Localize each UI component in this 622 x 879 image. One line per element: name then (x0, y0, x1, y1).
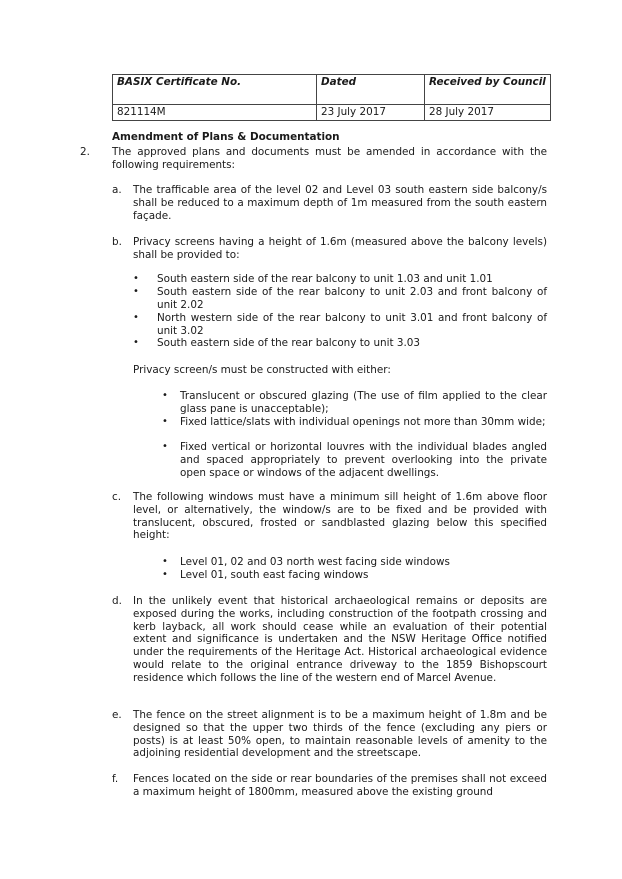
bullet-icon: • (162, 390, 168, 401)
section-heading: Amendment of Plans & Documentation (112, 131, 340, 143)
item-e-label: e. (112, 709, 122, 721)
table-cell: 28 July 2017 (425, 105, 551, 121)
table-cell: 821114M (113, 105, 317, 121)
item-e-text: The fence on the street alignment is to be a maximum height of 1.8m and be designed so that the upper two thirds of the fence (excluding any piers or posts) is at least 50% open, to maintain reasonable levels of amenity to the adjoining residential development and the streetscape. (133, 709, 547, 760)
item-d-label: d. (112, 595, 122, 607)
basix-certificate-table (112, 74, 551, 121)
table-header-cell: BASIX Certificate No. (113, 75, 317, 105)
bullet-icon: • (133, 273, 139, 284)
list-item: Translucent or obscured glazing (The use of film applied to the clear glass pane is unacceptable); (180, 390, 547, 415)
item-b-label: b. (112, 236, 122, 248)
item-a-text: The trafficable area of the level 02 and Level 03 south eastern side balcony/s shall be reduced to a maximum depth of 1m measured from the south eastern façade. (133, 184, 547, 222)
bullet-icon: • (162, 441, 168, 452)
bullet-icon: • (133, 312, 139, 323)
bullet-icon: • (162, 556, 168, 567)
list-item: Fixed vertical or horizontal louvres with the individual blades angled and spaced appropriately to prevent overlooking into the private open space or windows of the adjacent dwellings. (180, 441, 547, 479)
list-item: South eastern side of the rear balcony to unit 1.03 and unit 1.01 (157, 273, 493, 285)
condition-number: 2. (80, 146, 90, 158)
list-item: Level 01, 02 and 03 north west facing side windows (180, 556, 450, 568)
item-a-label: a. (112, 184, 122, 196)
table-header-cell: Dated (317, 75, 425, 105)
item-f-text: Fences located on the side or rear boundaries of the premises shall not exceed a maximum height of 1800mm, measured above the existing ground (133, 773, 547, 798)
item-f-label: f. (112, 773, 119, 785)
condition-intro: The approved plans and documents must be amended in accordance with the following requirements: (112, 146, 547, 171)
bullet-icon: • (162, 569, 168, 580)
item-c-text: The following windows must have a minimum sill height of 1.6m above floor level, or alternatively, the window/s are to be fixed and be provided with translucent, obscured, frosted or sandblasted glazing below this specified height: (133, 491, 547, 542)
list-item: Fixed lattice/slats with individual openings not more than 30mm wide; (180, 416, 546, 428)
item-c-label: c. (112, 491, 122, 503)
bullet-icon: • (133, 286, 139, 297)
table-row (113, 105, 551, 121)
list-item: South eastern side of the rear balcony to unit 3.03 (157, 337, 421, 349)
list-item: North western side of the rear balcony to unit 3.01 and front balcony of unit 3.02 (157, 312, 547, 337)
table-cell: 23 July 2017 (317, 105, 425, 121)
item-d-text: In the unlikely event that historical archaeological remains or deposits are exposed during the works, including construction of the footpath crossing and kerb layback, all work should cease while an evaluation of their potential extent and significance is undertaken and the NSW Heritage Office notified under the requirements of the Heritage Act. Historical archaeological evidence would relate to the original entrance driveway to the 1859 Bishopscourt residence which follows the line of the western end of Marcel Avenue. (133, 595, 547, 684)
bullet-icon: • (162, 416, 168, 427)
list-item: South eastern side of the rear balcony to unit 2.03 and front balcony of unit 2.02 (157, 286, 547, 311)
table-header-row (113, 75, 551, 105)
list-item: Level 01, south east facing windows (180, 569, 369, 581)
bullet-icon: • (133, 337, 139, 348)
table-header-cell: Received by Council (425, 75, 551, 105)
item-b-subtext: Privacy screen/s must be constructed with either: (133, 364, 391, 376)
item-b-text: Privacy screens having a height of 1.6m (measured above the balcony levels) shall be provided to: (133, 236, 547, 261)
